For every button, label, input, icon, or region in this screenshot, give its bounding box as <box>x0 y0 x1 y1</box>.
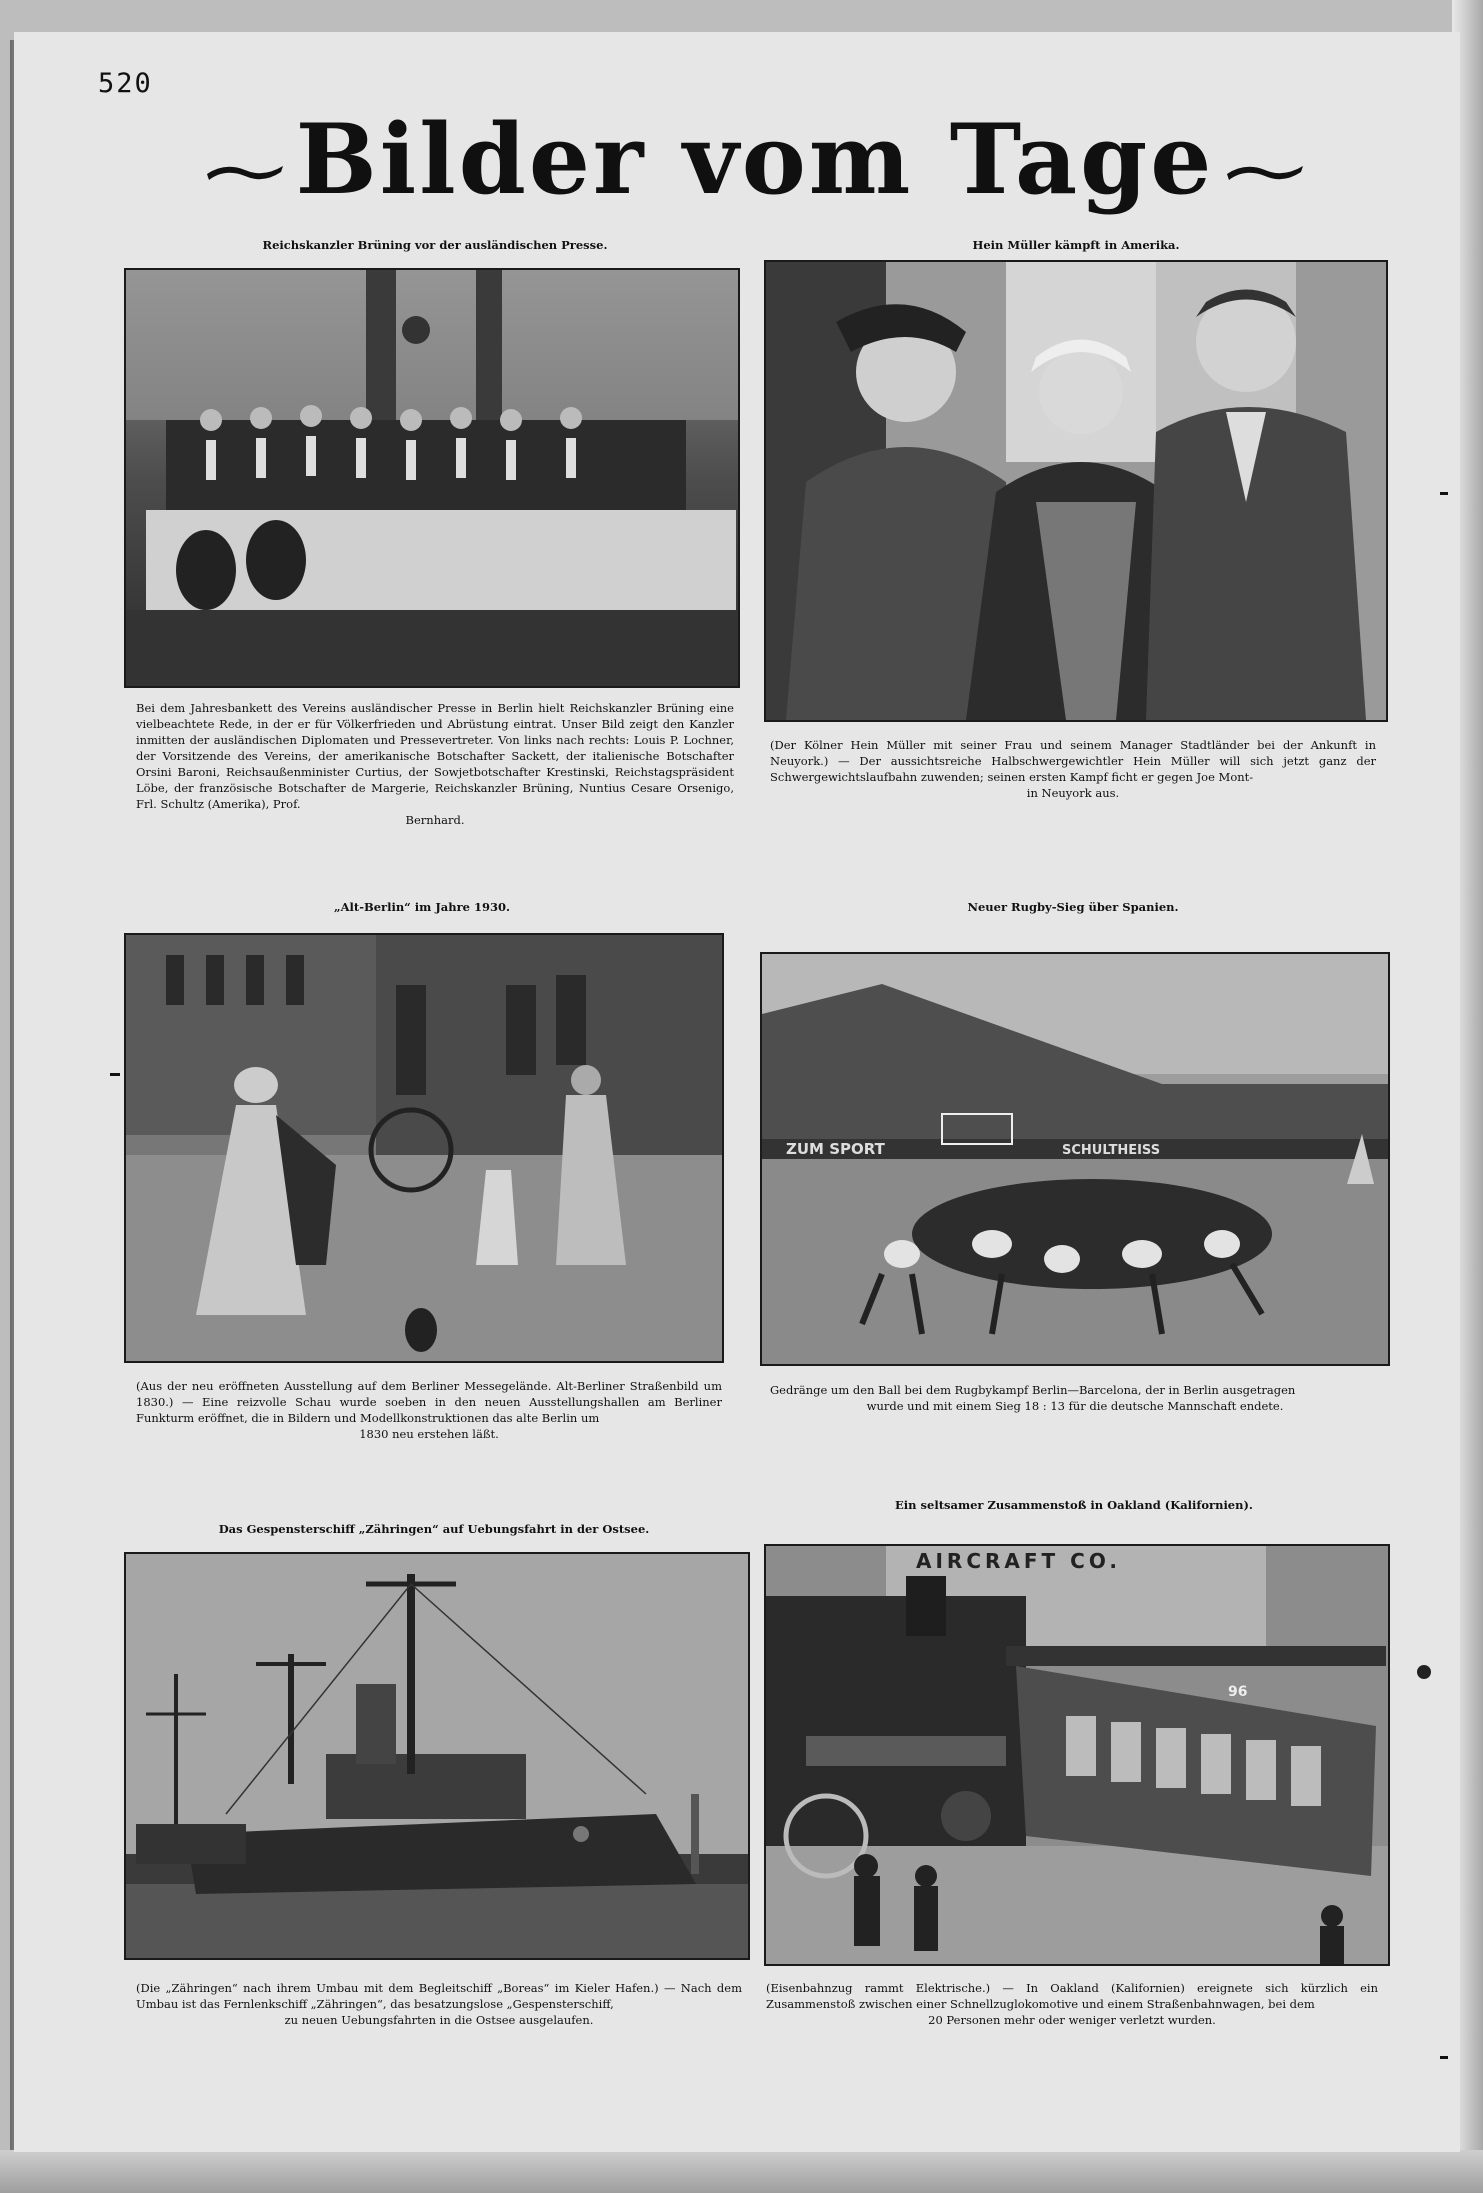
article-title-oakland: Ein seltsamer Zusammenstoß in Oakland (Kalifornien). <box>895 1498 1253 1512</box>
caption-hein-mueller-text: (Der Kölner Hein Müller mit seiner Frau und seinem Manager Stadtländer bei der Ankunft in Neuyork.) — Der aussichtsreiche Halbschwergewichtler Hein Müller will sich jetzt ganz der Schwergewichtslaufbahn zuwenden; seinen ersten Kampf ficht er gegen Joe Mont- <box>770 738 1376 784</box>
binding-tick <box>1440 2056 1448 2059</box>
photo-rugby <box>760 952 1390 1366</box>
binding-tick <box>110 1073 120 1076</box>
caption-oakland-text: (Eisenbahnzug rammt Elektrische.) — In Oakland (Kalifornien) ereignete sich kürzlich ein Zusammenstoß zwischen einer Schnellzuglokomotive und einem Straßenbahnwagen, bei dem <box>766 1981 1378 2011</box>
photo-hein-mueller <box>764 260 1388 722</box>
photo-zaehringen <box>124 1552 750 1960</box>
article-title-alt-berlin: „Alt-Berlin“ im Jahre 1930. <box>334 900 510 914</box>
caption-bruening-last-line: Bernhard. <box>405 813 465 827</box>
caption-hein-mueller-last-line: in Neuyork aus. <box>1026 786 1120 800</box>
stadium-banner-right-text: SCHULTHEISS <box>1062 1143 1161 1158</box>
article-title-hein-mueller: Hein Müller kämpft in Amerika. <box>972 238 1180 252</box>
page-number: 520 <box>98 68 153 99</box>
caption-oakland <box>766 1980 1378 2028</box>
caption-oakland-last-line: 20 Personen mehr oder weniger verletzt wurden. <box>928 2013 1216 2027</box>
binding-tick <box>1440 492 1448 495</box>
article-title-zaehringen: Das Gespensterschiff „Zähringen“ auf Uebungsfahrt in der Ostsee. <box>218 1522 650 1536</box>
page-edge-bottom <box>0 2150 1483 2193</box>
photo-zaehringen-image <box>126 1554 748 1958</box>
binding-hole <box>1417 1665 1431 1679</box>
article-title-rugby: Neuer Rugby-Sieg über Spanien. <box>967 900 1179 914</box>
article-title-bruening: Reichskanzler Brüning vor der ausländischen Presse. <box>262 238 608 252</box>
caption-rugby-text: Gedränge um den Ball bei dem Rugbykampf Berlin—Barcelona, der in Berlin ausgetragen <box>770 1383 1296 1397</box>
caption-zaehringen <box>136 1980 742 2028</box>
caption-alt-berlin <box>136 1378 722 1442</box>
photo-press-banquet-image <box>126 270 738 686</box>
caption-rugby-last-line: wurde und mit einem Sieg 18 : 13 für die deutsche Mannschaft endete. <box>866 1399 1284 1413</box>
photo-oakland-crash <box>764 1544 1390 1966</box>
caption-bruening-text: Bei dem Jahresbankett des Vereins ausländischer Presse in Berlin hielt Reichskanzler Brüning eine vielbeachtete Rede, in der er für Völkerfrieden und Abrüstung eintrat. Unser Bild zeigt den Kanzler inmitten der ausländischen Diplomaten und Pressevertreter. Von links nach rechts: Louis P. Lochner, der Vorsitzende des Vereins, der amerikanische Botschafter Sackett, der italienische Botschafter Orsini Baroni, Reichsaußenminister Curtius, der Sowjetbotschafter Krestinski, Reichstagspräsident Löbe, der französische Botschafter de Margerie, Reichskanzler Brüning, Nuntius Cesare Orsenigo, Frl. Schultz (Amerika), Prof. <box>136 701 734 811</box>
caption-bruening <box>136 700 734 828</box>
masthead-title: Bilder vom Tage <box>295 103 1215 216</box>
caption-zaehringen-text: (Die „Zähringen“ nach ihrem Umbau mit dem Begleitschiff „Boreas“ im Kieler Hafen.) — Nach dem Umbau ist das Fernlenkschiff „Zähringen“, das besatzungslose „Gespensterschiff, <box>136 1981 742 2011</box>
stadium-banner-text: ZUM SPORT <box>786 1140 885 1158</box>
photo-oakland-crash-image <box>766 1546 1388 1964</box>
photo-hein-mueller-image <box>766 262 1386 720</box>
caption-zaehringen-last-line: zu neuen Uebungsfahrten in die Ostsee ausgelaufen. <box>284 2013 594 2027</box>
building-sign-text: AIRCRAFT CO. <box>916 1549 1121 1573</box>
photo-rugby-image <box>762 954 1388 1364</box>
photo-press-banquet <box>124 268 740 688</box>
photo-alt-berlin-image <box>126 935 722 1361</box>
caption-rugby <box>770 1382 1380 1414</box>
photo-alt-berlin <box>124 933 724 1363</box>
caption-hein-mueller <box>770 737 1376 801</box>
tram-number-text: 96 <box>1228 1684 1248 1700</box>
caption-alt-berlin-text: (Aus der neu eröffneten Ausstellung auf dem Berliner Messegelände. Alt-Berliner Straßenbild um 1830.) — Eine reizvolle Schau wurde soeben in den neuen Ausstellungshallen am Berliner Funkturm eröffnet, die in Bildern und Modellkonstruktionen das alte Berlin um <box>136 1379 722 1425</box>
masthead <box>200 105 1310 215</box>
caption-alt-berlin-last-line: 1830 neu erstehen läßt. <box>359 1427 499 1441</box>
